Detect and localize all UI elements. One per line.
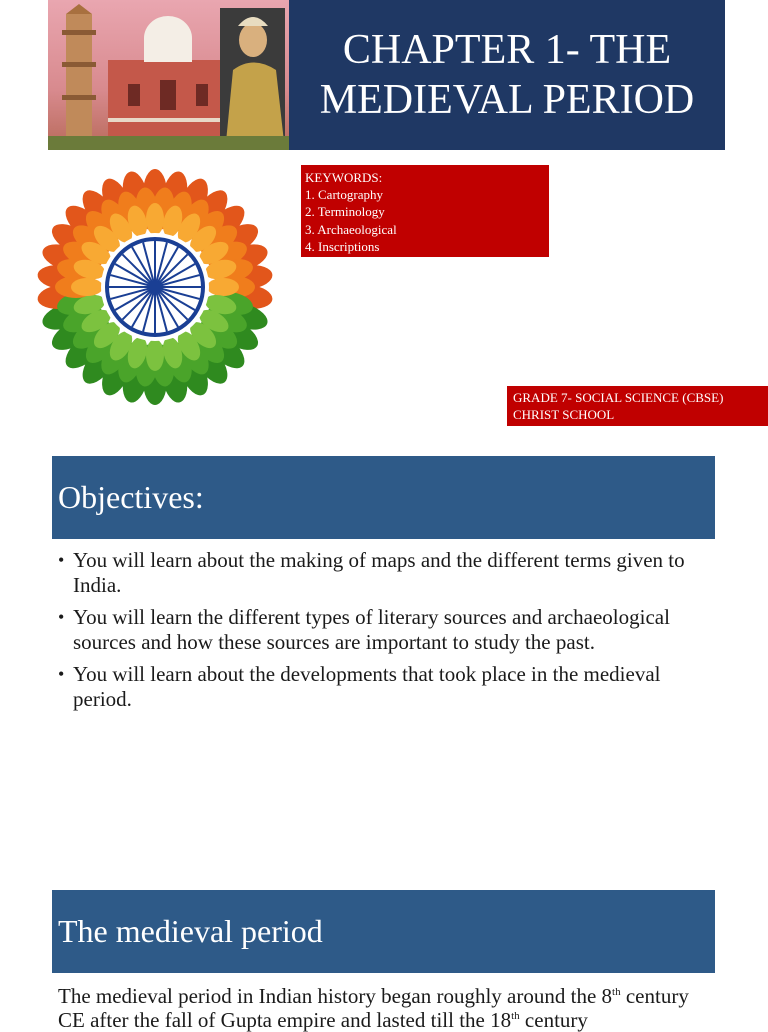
school-label: CHRIST SCHOOL — [513, 407, 615, 422]
para-text: century CE after the fall of Gupta empire and lasted till the 18 — [58, 984, 689, 1032]
tricolor-flower-emblem — [20, 160, 290, 415]
objective-text: You will learn about the developments that took place in the medieval period. — [73, 662, 661, 711]
medieval-heading-bar — [52, 890, 715, 973]
objectives-heading: Objectives: — [58, 479, 204, 515]
objective-text: You will learn about the making of maps and the different terms given to India. — [73, 548, 685, 597]
grade-box — [507, 386, 768, 426]
bullet-icon: • — [58, 550, 65, 570]
keywords-heading: KEYWORDS: — [305, 170, 383, 185]
objectives-list — [58, 548, 708, 719]
keywords-box — [301, 165, 549, 257]
para-text: The medieval period in Indian history began roughly around the 8 — [58, 984, 613, 1008]
medieval-heading: The medieval period — [58, 913, 323, 949]
title-banner — [289, 0, 725, 150]
list-item — [58, 605, 708, 654]
bullet-icon: • — [58, 664, 65, 684]
keyword-item: 4. Inscriptions — [305, 238, 380, 254]
title-line-2: MEDIEVAL PERIOD — [319, 77, 695, 123]
superscript: th — [511, 1010, 520, 1022]
keyword-item: 3. Archaeological — [305, 221, 397, 237]
hero-image — [48, 0, 289, 150]
title-line-1: CHAPTER 1- THE — [342, 27, 672, 73]
bullet-icon: • — [58, 607, 65, 627]
list-item — [58, 548, 708, 597]
objective-text: You will learn the different types of literary sources and archaeological sources and how these sources are important to study the past. — [73, 605, 670, 654]
keyword-item: 1. Cartography — [305, 187, 383, 203]
chapter-title — [320, 25, 695, 125]
medieval-paragraph — [58, 984, 708, 1032]
list-item — [58, 662, 708, 711]
keyword-item: 2. Terminology — [305, 204, 385, 220]
superscript: th — [612, 986, 621, 998]
objectives-heading-bar — [52, 456, 715, 539]
grade-label: GRADE 7- SOCIAL SCIENCE (CBSE) — [513, 390, 724, 405]
para-text: century — [519, 1008, 588, 1032]
